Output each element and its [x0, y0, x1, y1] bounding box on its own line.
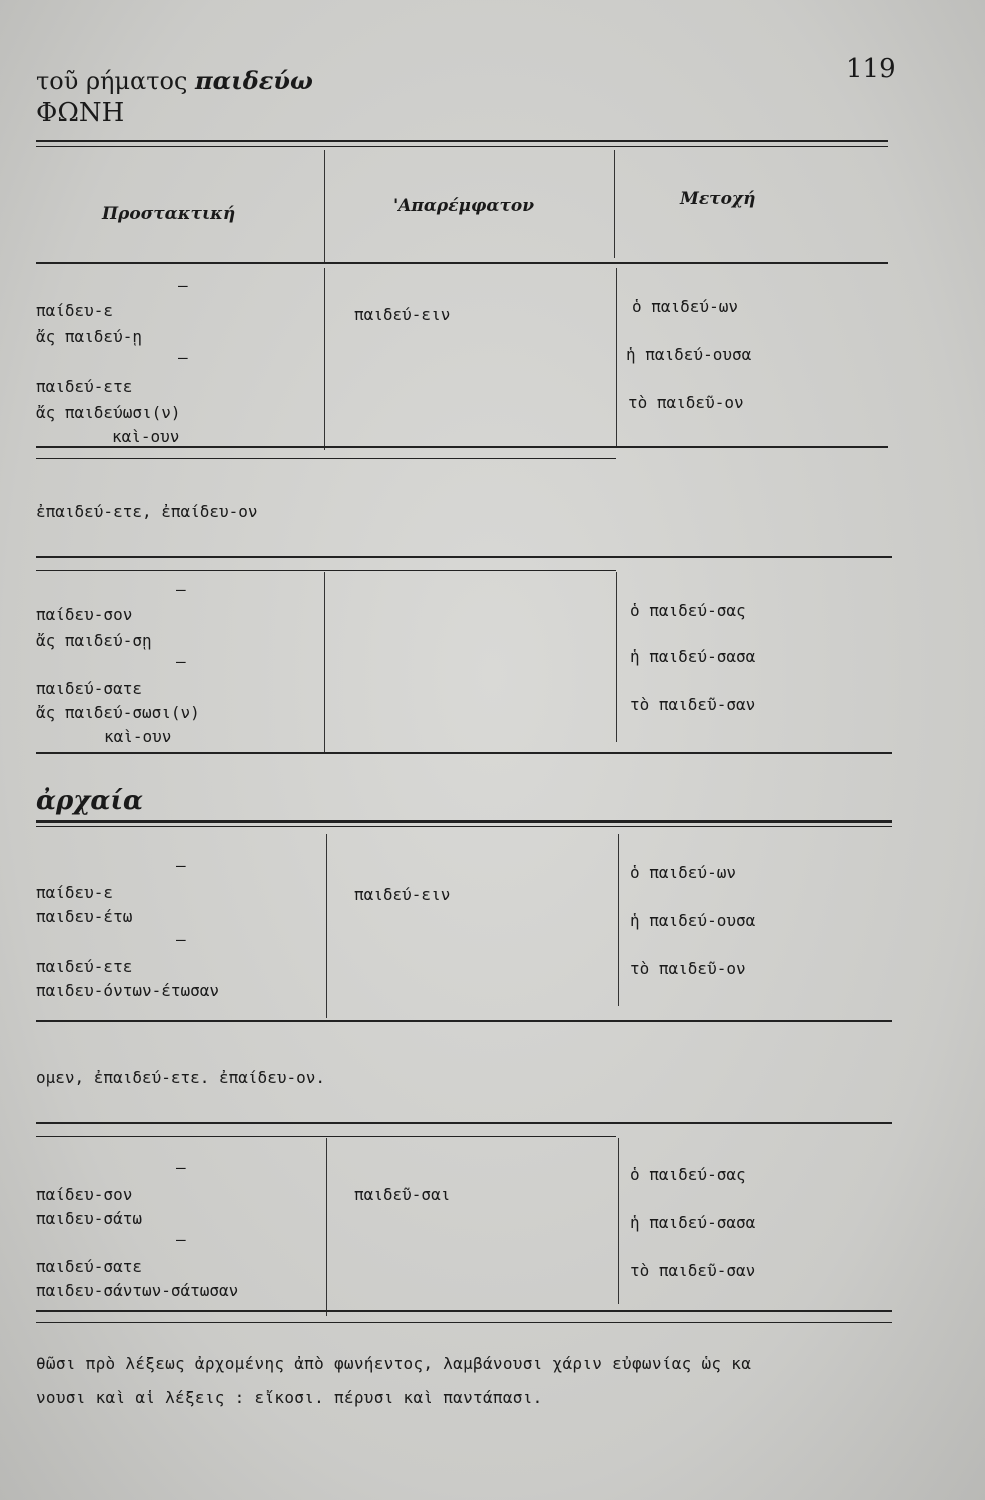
table-rule-short: [36, 458, 616, 459]
infinitive-form: παιδεύ-ειν: [354, 305, 451, 324]
imperative-form: καὶ-ουν: [112, 427, 180, 446]
table-rule: [36, 1310, 892, 1312]
imperative-form: παιδεύ-σατε: [36, 1257, 142, 1276]
section-rule-inner: [36, 826, 892, 827]
imperative-form: ἄς παιδεύ-σωσι(ν): [36, 703, 200, 722]
table-divider: [326, 834, 327, 1018]
participle-form: τὸ παιδεῦ-σαν: [630, 1261, 756, 1280]
header-divider-2: [614, 150, 615, 258]
header-divider-1: [324, 150, 325, 262]
top-rule-inner: [36, 146, 888, 147]
table-divider: [326, 1138, 327, 1316]
table-divider: [616, 268, 617, 448]
imperative-form: καὶ-ουν: [104, 727, 172, 746]
person-dash: —: [176, 1230, 186, 1249]
imperative-form: ἄς παιδεύ-ῃ: [36, 327, 142, 346]
imperative-form: παιδευ-έτω: [36, 907, 133, 926]
footer-text-line: νουσι καὶ αἱ λέξεις : εἴκοσι. πέρυσι καὶ παντάπασι.: [36, 1388, 543, 1407]
section-title: ἀρχαία: [36, 786, 143, 816]
person-dash: —: [176, 580, 186, 599]
person-dash: —: [176, 652, 186, 671]
person-dash: —: [176, 1158, 186, 1177]
table-rule-short: [36, 1136, 616, 1137]
table-rule: [36, 556, 892, 558]
imperative-form: παιδεύ-ετε: [36, 377, 133, 396]
person-dash: —: [178, 348, 188, 367]
footer-text-line: θῶσι πρὸ λέξεως ἀρχομένης ἀπὸ φωνήεντος, λαμβάνουσι χάριν εὐφωνίας ὡς κα: [36, 1354, 752, 1373]
imperative-form: παίδευ-σον: [36, 1185, 133, 1204]
infinitive-form: παιδεύ-ειν: [354, 885, 451, 904]
imperative-form: ἄς παιδεύωσι(ν): [36, 403, 181, 422]
note-line: ομεν, ἐπαιδεύ-ετε. ἐπαίδευ-ον.: [36, 1068, 325, 1087]
table-divider: [324, 572, 325, 754]
table-divider: [324, 268, 325, 450]
voice-heading: ΦΩΝΗ: [36, 98, 125, 128]
table-rule-inner: [36, 1322, 892, 1323]
table-divider: [618, 1138, 619, 1304]
page-number: 119: [846, 54, 896, 84]
imperative-form: παιδευ-όντων-έτωσαν: [36, 981, 220, 1000]
participle-form: ἡ παιδεύ-ουσα: [630, 911, 756, 930]
person-dash: —: [176, 856, 186, 875]
infinitive-form: παιδεῦ-σαι: [354, 1185, 451, 1204]
participle-form: ὁ παιδεύ-ων: [632, 297, 738, 316]
participle-form: ὁ παιδεύ-σας: [630, 601, 746, 620]
heading-verb: παιδεύω: [195, 66, 313, 95]
table-divider: [616, 572, 617, 742]
imperative-form: παιδευ-σάτω: [36, 1209, 142, 1228]
table-rule: [36, 752, 892, 754]
imperative-form: παιδεύ-σατε: [36, 679, 142, 698]
note-line: ἐπαιδεύ-ετε, ἐπαίδευ-ον: [36, 502, 258, 521]
participle-form: ὁ παιδεύ-ων: [630, 863, 736, 882]
participle-form: ἡ παιδεύ-σασα: [630, 647, 756, 666]
imperative-form: παιδεύ-ετε: [36, 957, 133, 976]
imperative-form: παίδευ-σον: [36, 605, 133, 624]
table-rule: [36, 1020, 892, 1022]
participle-form: ὁ παιδεύ-σας: [630, 1165, 746, 1184]
table-divider: [618, 834, 619, 1006]
table-rule: [36, 446, 888, 448]
person-dash: —: [178, 276, 188, 295]
heading-prefix: τοῦ ρήματος: [36, 67, 188, 95]
header-rule: [36, 262, 888, 264]
table-rule: [36, 1122, 892, 1124]
column-header-imperative: Προστακτική: [102, 204, 236, 224]
imperative-form: παίδευ-ε: [36, 301, 114, 320]
column-header-infinitive: 'Απαρέμφατον: [393, 196, 535, 216]
imperative-form: παίδευ-ε: [36, 883, 114, 902]
person-dash: —: [176, 930, 186, 949]
participle-form: ἡ παιδεύ-ουσα: [626, 345, 752, 364]
participle-form: τὸ παιδεῦ-ον: [630, 959, 746, 978]
column-header-participle: Μετοχή: [680, 189, 756, 209]
table-rule-short: [36, 570, 616, 571]
participle-form: τὸ παιδεῦ-σαν: [630, 695, 756, 714]
section-rule: [36, 820, 892, 823]
imperative-form: ἄς παιδεύ-σῃ: [36, 631, 152, 650]
page-heading: [36, 66, 313, 95]
top-rule: [36, 140, 888, 142]
participle-form: ἡ παιδεύ-σασα: [630, 1213, 756, 1232]
participle-form: τὸ παιδεῦ-ον: [628, 393, 744, 412]
imperative-form: παιδευ-σάντων-σάτωσαν: [36, 1281, 239, 1300]
